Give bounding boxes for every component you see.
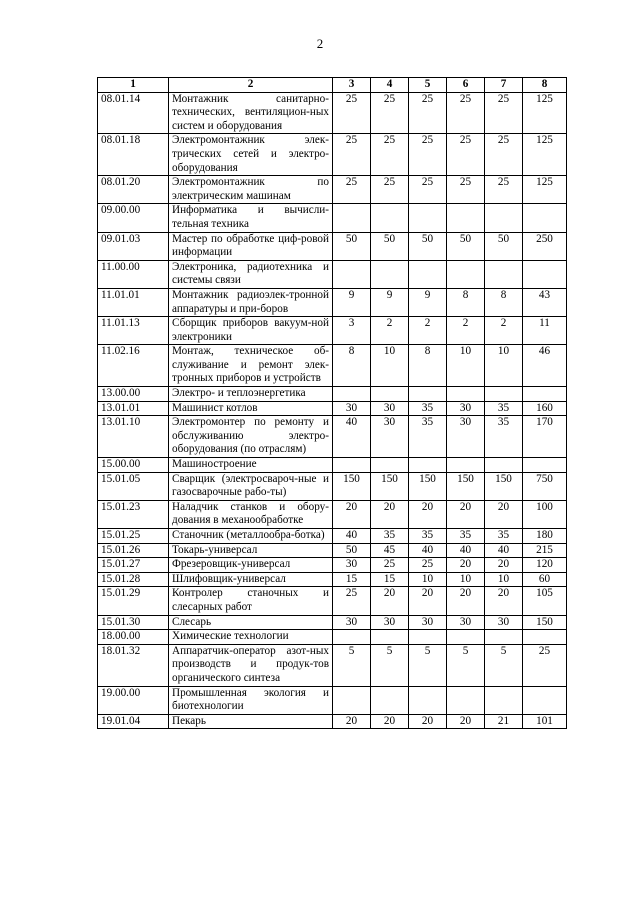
row-value-cell: 30 (333, 558, 371, 573)
row-value-cell: 25 (409, 92, 447, 134)
row-value-cell (447, 387, 485, 402)
row-code-cell: 11.02.16 (98, 345, 169, 387)
column-header: 4 (371, 78, 409, 93)
row-value-cell: 15 (371, 572, 409, 587)
row-code-cell: 18.00.00 (98, 630, 169, 645)
table-row (98, 630, 567, 645)
row-code-cell: 11.00.00 (98, 260, 169, 288)
row-total-cell: 215 (523, 543, 567, 558)
row-value-cell: 30 (447, 401, 485, 416)
row-total-cell: 150 (523, 615, 567, 630)
column-header: 3 (333, 78, 371, 93)
row-value-cell: 50 (333, 232, 371, 260)
table-row (98, 387, 567, 402)
row-value-cell: 5 (333, 644, 371, 686)
row-total-cell: 125 (523, 134, 567, 176)
row-value-cell: 8 (485, 288, 523, 316)
table-row (98, 558, 567, 573)
row-value-cell (447, 686, 485, 714)
column-header: 1 (98, 78, 169, 93)
row-name-cell: Информатика и вычисли-тельная техника (169, 204, 333, 232)
row-value-cell (447, 260, 485, 288)
row-value-cell (485, 387, 523, 402)
row-value-cell: 20 (409, 500, 447, 528)
table-row (98, 500, 567, 528)
table-row (98, 472, 567, 500)
table-row (98, 416, 567, 458)
table-row (98, 644, 567, 686)
row-code-cell: 15.01.26 (98, 543, 169, 558)
data-table (97, 77, 567, 729)
row-total-cell (523, 260, 567, 288)
row-value-cell (409, 686, 447, 714)
row-value-cell (409, 204, 447, 232)
row-name-cell: Станочник (металлообра-ботка) (169, 529, 333, 544)
row-name-cell: Фрезеровщик-универсал (169, 558, 333, 573)
row-name-cell: Монтаж, техническое об-служивание и ремонт элек-тронных приборов и устройств (169, 345, 333, 387)
row-total-cell: 750 (523, 472, 567, 500)
row-code-cell: 09.00.00 (98, 204, 169, 232)
row-value-cell: 5 (447, 644, 485, 686)
row-value-cell: 30 (409, 615, 447, 630)
row-value-cell: 2 (371, 317, 409, 345)
row-value-cell (371, 204, 409, 232)
row-value-cell: 35 (409, 529, 447, 544)
row-total-cell (523, 387, 567, 402)
table-row (98, 345, 567, 387)
row-value-cell (371, 387, 409, 402)
row-value-cell: 20 (333, 714, 371, 729)
table-row (98, 572, 567, 587)
row-value-cell: 35 (409, 401, 447, 416)
row-name-cell: Токарь-универсал (169, 543, 333, 558)
table-row (98, 615, 567, 630)
row-value-cell: 25 (485, 134, 523, 176)
row-value-cell: 25 (485, 176, 523, 204)
row-value-cell: 20 (485, 587, 523, 615)
row-value-cell: 50 (333, 543, 371, 558)
row-value-cell: 35 (409, 416, 447, 458)
row-code-cell: 19.00.00 (98, 686, 169, 714)
row-value-cell: 150 (333, 472, 371, 500)
row-value-cell: 10 (485, 572, 523, 587)
row-value-cell: 20 (371, 587, 409, 615)
row-total-cell: 101 (523, 714, 567, 729)
page-number: 2 (316, 36, 324, 51)
row-value-cell: 30 (333, 401, 371, 416)
row-name-cell: Электро- и теплоэнергетика (169, 387, 333, 402)
column-header: 2 (169, 78, 333, 93)
row-value-cell (447, 204, 485, 232)
row-name-cell: Электромонтажник элек-трических сетей и электро-оборудования (169, 134, 333, 176)
row-value-cell (409, 630, 447, 645)
table-row (98, 543, 567, 558)
row-value-cell: 150 (409, 472, 447, 500)
row-value-cell: 40 (409, 543, 447, 558)
row-name-cell: Монтажник санитарно-технических, вентиляцион-ных систем и оборудования (169, 92, 333, 134)
row-value-cell: 5 (371, 644, 409, 686)
table-row (98, 587, 567, 615)
row-name-cell: Контролер станочных и слесарных работ (169, 587, 333, 615)
row-value-cell: 25 (447, 134, 485, 176)
row-value-cell: 25 (333, 176, 371, 204)
row-value-cell: 40 (333, 529, 371, 544)
row-value-cell: 50 (447, 232, 485, 260)
row-value-cell: 20 (333, 500, 371, 528)
row-value-cell: 2 (447, 317, 485, 345)
row-value-cell (447, 458, 485, 473)
row-code-cell: 08.01.18 (98, 134, 169, 176)
row-value-cell: 45 (371, 543, 409, 558)
row-value-cell: 20 (447, 558, 485, 573)
row-value-cell: 8 (409, 345, 447, 387)
row-total-cell: 25 (523, 644, 567, 686)
row-code-cell: 15.01.29 (98, 587, 169, 615)
row-total-cell: 105 (523, 587, 567, 615)
row-value-cell: 10 (371, 345, 409, 387)
row-value-cell: 21 (485, 714, 523, 729)
row-value-cell (485, 686, 523, 714)
row-value-cell (485, 458, 523, 473)
row-name-cell: Химические технологии (169, 630, 333, 645)
row-value-cell: 20 (371, 714, 409, 729)
row-name-cell: Монтажник радиоэлек-тронной аппаратуры и при-боров (169, 288, 333, 316)
row-value-cell: 25 (333, 92, 371, 134)
row-value-cell: 35 (485, 401, 523, 416)
row-value-cell: 9 (371, 288, 409, 316)
row-value-cell (409, 458, 447, 473)
row-value-cell: 10 (447, 572, 485, 587)
row-code-cell: 18.01.32 (98, 644, 169, 686)
row-value-cell: 25 (409, 558, 447, 573)
row-name-cell: Машинист котлов (169, 401, 333, 416)
row-value-cell: 9 (409, 288, 447, 316)
row-value-cell: 50 (485, 232, 523, 260)
column-header: 6 (447, 78, 485, 93)
row-value-cell (371, 686, 409, 714)
row-code-cell: 19.01.04 (98, 714, 169, 729)
row-value-cell: 15 (333, 572, 371, 587)
row-name-cell: Электроника, радиотехника и системы связи (169, 260, 333, 288)
row-value-cell: 30 (371, 416, 409, 458)
row-value-cell: 25 (485, 92, 523, 134)
row-value-cell: 30 (447, 416, 485, 458)
row-value-cell (409, 260, 447, 288)
table-header-row (98, 78, 567, 93)
row-value-cell: 30 (333, 615, 371, 630)
row-value-cell (333, 630, 371, 645)
row-value-cell: 35 (485, 529, 523, 544)
row-value-cell: 35 (371, 529, 409, 544)
table-body (98, 92, 567, 729)
row-total-cell: 125 (523, 92, 567, 134)
row-code-cell: 08.01.20 (98, 176, 169, 204)
row-value-cell: 10 (485, 345, 523, 387)
row-value-cell: 8 (447, 288, 485, 316)
table-row (98, 176, 567, 204)
row-code-cell: 15.01.05 (98, 472, 169, 500)
row-value-cell (371, 260, 409, 288)
row-code-cell: 15.00.00 (98, 458, 169, 473)
row-value-cell: 30 (485, 615, 523, 630)
row-code-cell: 13.01.10 (98, 416, 169, 458)
row-code-cell: 15.01.30 (98, 615, 169, 630)
row-value-cell (447, 630, 485, 645)
row-value-cell (333, 204, 371, 232)
row-value-cell: 10 (447, 345, 485, 387)
row-value-cell: 20 (447, 587, 485, 615)
row-value-cell (485, 204, 523, 232)
row-total-cell: 180 (523, 529, 567, 544)
column-header: 5 (409, 78, 447, 93)
table-row (98, 134, 567, 176)
row-value-cell: 150 (485, 472, 523, 500)
row-name-cell: Пекарь (169, 714, 333, 729)
row-value-cell: 2 (485, 317, 523, 345)
row-value-cell: 8 (333, 345, 371, 387)
row-value-cell: 3 (333, 317, 371, 345)
row-name-cell: Машиностроение (169, 458, 333, 473)
table-row (98, 92, 567, 134)
row-total-cell (523, 630, 567, 645)
table-row (98, 529, 567, 544)
row-value-cell: 10 (409, 572, 447, 587)
row-value-cell: 35 (447, 529, 485, 544)
table-row (98, 204, 567, 232)
table-row (98, 401, 567, 416)
row-value-cell: 20 (447, 714, 485, 729)
row-total-cell: 160 (523, 401, 567, 416)
row-value-cell: 35 (485, 416, 523, 458)
row-total-cell: 170 (523, 416, 567, 458)
row-value-cell: 20 (447, 500, 485, 528)
row-value-cell: 25 (447, 176, 485, 204)
row-value-cell: 5 (485, 644, 523, 686)
table-row (98, 232, 567, 260)
row-code-cell: 15.01.27 (98, 558, 169, 573)
row-value-cell (333, 458, 371, 473)
row-total-cell: 60 (523, 572, 567, 587)
row-value-cell (485, 260, 523, 288)
row-value-cell: 50 (409, 232, 447, 260)
row-value-cell: 30 (371, 401, 409, 416)
row-value-cell: 25 (371, 134, 409, 176)
row-total-cell (523, 458, 567, 473)
row-value-cell: 30 (371, 615, 409, 630)
row-value-cell: 40 (485, 543, 523, 558)
row-value-cell: 25 (333, 587, 371, 615)
row-name-cell: Сварщик (электросварoч-ные и газосварочные рабо-ты) (169, 472, 333, 500)
row-value-cell: 150 (447, 472, 485, 500)
row-value-cell: 30 (447, 615, 485, 630)
row-value-cell: 50 (371, 232, 409, 260)
row-value-cell: 25 (333, 134, 371, 176)
row-code-cell: 13.00.00 (98, 387, 169, 402)
row-value-cell (333, 686, 371, 714)
row-name-cell: Электромонтажник по электрическим машинам (169, 176, 333, 204)
row-value-cell: 25 (371, 92, 409, 134)
row-value-cell: 20 (485, 500, 523, 528)
row-value-cell: 25 (409, 176, 447, 204)
table-row (98, 288, 567, 316)
row-total-cell: 43 (523, 288, 567, 316)
row-code-cell: 15.01.25 (98, 529, 169, 544)
row-value-cell: 20 (485, 558, 523, 573)
row-value-cell: 40 (447, 543, 485, 558)
row-value-cell (371, 458, 409, 473)
row-code-cell: 11.01.01 (98, 288, 169, 316)
row-total-cell: 250 (523, 232, 567, 260)
row-value-cell: 20 (371, 500, 409, 528)
column-header: 8 (523, 78, 567, 93)
table-row (98, 686, 567, 714)
row-value-cell: 150 (371, 472, 409, 500)
table-row (98, 317, 567, 345)
table-row (98, 260, 567, 288)
row-code-cell: 15.01.28 (98, 572, 169, 587)
row-name-cell: Сборщик приборов вакуум-ной электроники (169, 317, 333, 345)
row-value-cell: 9 (333, 288, 371, 316)
row-value-cell (333, 387, 371, 402)
row-name-cell: Промышленная экология и биотехнологии (169, 686, 333, 714)
row-total-cell (523, 686, 567, 714)
row-value-cell (371, 630, 409, 645)
row-name-cell: Шлифовщик-универсал (169, 572, 333, 587)
row-value-cell: 5 (409, 644, 447, 686)
row-value-cell: 25 (447, 92, 485, 134)
row-code-cell: 11.01.13 (98, 317, 169, 345)
table-row (98, 714, 567, 729)
row-value-cell: 20 (409, 587, 447, 615)
row-total-cell: 11 (523, 317, 567, 345)
row-name-cell: Слесарь (169, 615, 333, 630)
row-code-cell: 15.01.23 (98, 500, 169, 528)
row-name-cell: Мастер по обработке циф-ровой информации (169, 232, 333, 260)
row-code-cell: 13.01.01 (98, 401, 169, 416)
row-value-cell: 25 (371, 176, 409, 204)
row-code-cell: 09.01.03 (98, 232, 169, 260)
row-value-cell: 2 (409, 317, 447, 345)
row-name-cell: Наладчик станков и обору-дования в механообработке (169, 500, 333, 528)
table-row (98, 458, 567, 473)
row-value-cell: 25 (371, 558, 409, 573)
row-value-cell: 40 (333, 416, 371, 458)
row-value-cell: 20 (409, 714, 447, 729)
row-total-cell (523, 204, 567, 232)
row-code-cell: 08.01.14 (98, 92, 169, 134)
row-name-cell: Аппаратчик-оператор азот-ных производств и продук-тов органического синтеза (169, 644, 333, 686)
column-header: 7 (485, 78, 523, 93)
row-total-cell: 100 (523, 500, 567, 528)
row-value-cell (333, 260, 371, 288)
row-value-cell (485, 630, 523, 645)
row-value-cell: 25 (409, 134, 447, 176)
row-value-cell (409, 387, 447, 402)
row-total-cell: 120 (523, 558, 567, 573)
row-total-cell: 125 (523, 176, 567, 204)
row-total-cell: 46 (523, 345, 567, 387)
row-name-cell: Электромонтер по ремонту и обслуживанию электро-оборудования (по отраслям) (169, 416, 333, 458)
